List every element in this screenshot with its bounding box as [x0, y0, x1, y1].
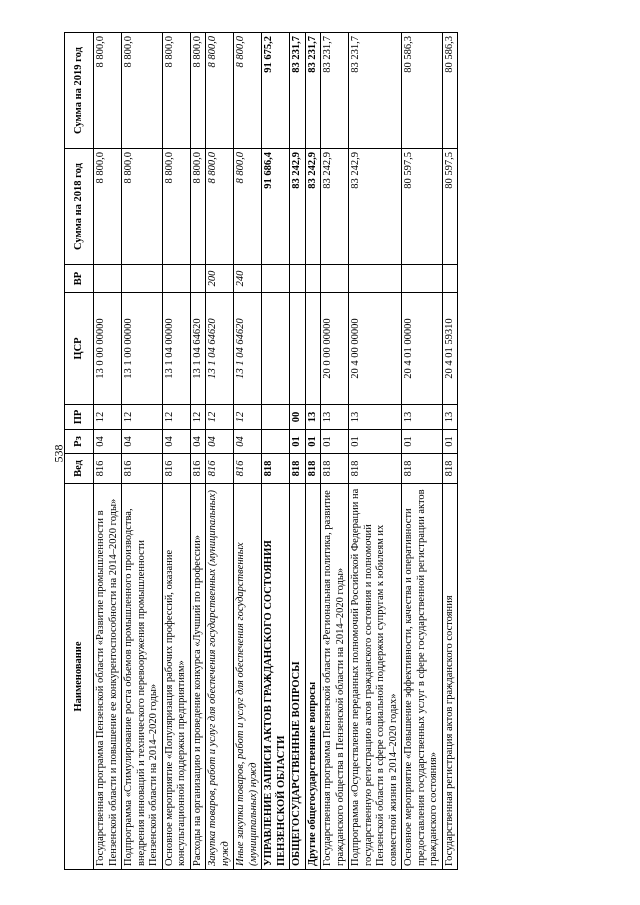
table-cell: 01	[349, 430, 402, 454]
table-cell: 01	[442, 430, 458, 454]
table-cell: Основное мероприятие «Повышение эффективности, качества и оперативности предоставления государственных услуг в сфере государственной регистрации актов гражданского состояния»	[402, 484, 443, 870]
table-cell: 13 0 00 00000	[94, 293, 122, 405]
table-cell: 240	[234, 265, 262, 293]
table-cell	[305, 265, 321, 293]
table-cell: 13	[442, 405, 458, 430]
table-cell: 12	[190, 405, 206, 430]
table-cell: 01	[321, 430, 349, 454]
table-cell: 8 800,0	[122, 149, 163, 265]
table-cell: 80 586,3	[402, 33, 443, 149]
table-cell	[190, 265, 206, 293]
table-cell: 13	[402, 405, 443, 430]
table-cell: 12	[122, 405, 163, 430]
table-row	[442, 33, 458, 870]
table-cell: 01	[402, 430, 443, 454]
table-cell: 83 242,9	[290, 149, 306, 265]
table-cell: 20 4 01 59310	[442, 293, 458, 405]
table-row	[122, 33, 163, 870]
table-cell: Расходы на организацию и проведение конкурса «Лучший по профессии»	[190, 484, 206, 870]
table-cell: 816	[162, 454, 190, 484]
table-row	[162, 33, 190, 870]
table-row	[321, 33, 349, 870]
table-cell: 83 242,9	[321, 149, 349, 265]
page-number: 538	[51, 444, 66, 463]
table-cell: ОБЩЕГОСУДАРСТВЕННЫЕ ВОПРОСЫ	[290, 484, 306, 870]
table-cell	[442, 265, 458, 293]
table-cell: 8 800,0	[190, 33, 206, 149]
column-header: Наименование	[65, 484, 94, 870]
table-cell	[162, 265, 190, 293]
table-cell: 13 1 04 64620	[234, 293, 262, 405]
table-cell: Другие общегосударственные вопросы	[305, 484, 321, 870]
table-cell	[349, 265, 402, 293]
table-row	[290, 33, 306, 870]
table-cell: 80 586,3	[442, 33, 458, 149]
table-cell: 83 231,7	[349, 33, 402, 149]
table-row	[234, 33, 262, 870]
table-cell: 816	[94, 454, 122, 484]
table-cell: 83 231,7	[290, 33, 306, 149]
table-cell: 83 231,7	[305, 33, 321, 149]
table-cell: 13 1 04 00000	[162, 293, 190, 405]
table-cell: Государственная программа Пензенской области «Региональная политика, развитие гражданского общества в Пензенской области на 2014–2020 годы»	[321, 484, 349, 870]
rotated-page	[64, 33, 552, 870]
table-cell: 04	[206, 430, 234, 454]
table-cell: 20 4 01 00000	[402, 293, 443, 405]
table-header-row	[65, 33, 94, 870]
table-cell	[262, 405, 290, 430]
table-cell: 83 242,9	[305, 149, 321, 265]
table-cell: 12	[94, 405, 122, 430]
table-cell: 13	[305, 405, 321, 430]
table-cell: 8 800,0	[234, 33, 262, 149]
table-cell	[122, 265, 163, 293]
table-cell: 8 800,0	[190, 149, 206, 265]
table-cell: 818	[349, 454, 402, 484]
column-header: Сумма на 2019 год	[65, 33, 94, 149]
table-cell: 04	[162, 430, 190, 454]
table-cell: 8 800,0	[162, 149, 190, 265]
table-cell: Закупка товаров, работ и услуг для обеспечения государственных (муниципальных) нужд	[206, 484, 234, 870]
table-cell: 13 1 04 64620	[206, 293, 234, 405]
table-cell	[402, 265, 443, 293]
table-cell	[262, 293, 290, 405]
table-cell: 80 597,5	[402, 149, 443, 265]
column-header: Сумма на 2018 год	[65, 149, 94, 265]
table-cell: 8 800,0	[206, 33, 234, 149]
table-cell: 12	[206, 405, 234, 430]
column-header: ПР	[65, 405, 94, 430]
table-cell: 8 800,0	[206, 149, 234, 265]
table-row	[305, 33, 321, 870]
table-row	[206, 33, 234, 870]
table-cell: 04	[94, 430, 122, 454]
column-header: ЦСР	[65, 293, 94, 405]
table-cell: УПРАВЛЕНИЕ ЗАПИСИ АКТОВ ГРАЖДАНСКОГО СОСТОЯНИЯ ПЕНЗЕНСКОЙ ОБЛАСТИ	[262, 484, 290, 870]
table-cell: 00	[290, 405, 306, 430]
table-cell: 818	[321, 454, 349, 484]
table-cell: 13 1 04 64620	[190, 293, 206, 405]
table-cell: 8 800,0	[122, 33, 163, 149]
table-cell: 816	[190, 454, 206, 484]
column-header: Вед	[65, 454, 94, 484]
table-cell: 8 800,0	[234, 149, 262, 265]
table-cell	[305, 293, 321, 405]
table-cell: 91 686,4	[262, 149, 290, 265]
table-cell: 20 0 00 00000	[321, 293, 349, 405]
table-cell	[94, 265, 122, 293]
table-cell: 20 4 00 00000	[349, 293, 402, 405]
table-cell: 200	[206, 265, 234, 293]
column-header: Рз	[65, 430, 94, 454]
table-cell	[290, 293, 306, 405]
column-header: ВР	[65, 265, 94, 293]
table-cell: 818	[290, 454, 306, 484]
table-cell: 816	[122, 454, 163, 484]
table-cell: Подпрограмма «Стимулирование роста объемов промышленного производства, внедрения инноваций и технического перевооружения промышленности Пензенской области на 2014–2020 годы»	[122, 484, 163, 870]
table-cell: 91 675,2	[262, 33, 290, 149]
table-row	[402, 33, 443, 870]
table-cell: 01	[305, 430, 321, 454]
table-cell: 04	[122, 430, 163, 454]
table-cell: 8 800,0	[94, 149, 122, 265]
table-cell: 13	[349, 405, 402, 430]
table-cell: 04	[234, 430, 262, 454]
table-cell: 12	[234, 405, 262, 430]
table-cell: 818	[262, 454, 290, 484]
table-cell: Государственная регистрация актов гражданского состояния	[442, 484, 458, 870]
table-cell: 13	[321, 405, 349, 430]
table-cell: 80 597,5	[442, 149, 458, 265]
budget-table	[64, 32, 458, 870]
table-cell: 83 231,7	[321, 33, 349, 149]
table-cell: 83 242,9	[349, 149, 402, 265]
table-cell: 818	[305, 454, 321, 484]
table-cell: Подпрограмма «Осуществление переданных полномочий Российской Федерации на государственную регистрацию актов гражданского состояния и полномочий Пензенской области в сфере социальной поддержки супругам к юбилеям их совместной жизни в 2014–2020 годах»	[349, 484, 402, 870]
table-cell: 8 800,0	[94, 33, 122, 149]
table-cell: 01	[290, 430, 306, 454]
table-row	[190, 33, 206, 870]
table-cell	[290, 265, 306, 293]
table-cell: Иные закупки товаров, работ и услуг для обеспечения государственных (муниципальных) нужд	[234, 484, 262, 870]
table-cell: 818	[442, 454, 458, 484]
table-cell	[321, 265, 349, 293]
table-cell: Основное мероприятие «Популяризация рабочих профессий, оказание консультационной поддержки предприятиям»	[162, 484, 190, 870]
table-cell: 818	[402, 454, 443, 484]
table-cell	[262, 265, 290, 293]
table-cell: 13 1 00 00000	[122, 293, 163, 405]
table-cell: 04	[190, 430, 206, 454]
table-cell: Государственная программа Пензенской области «Развитие промышленности в Пензенской области и повышение ее конкурентоспособности на 2014–2020 годы»	[94, 484, 122, 870]
table-row	[349, 33, 402, 870]
table-body	[94, 33, 458, 870]
table-cell	[262, 430, 290, 454]
table-cell: 816	[234, 454, 262, 484]
table-row	[94, 33, 122, 870]
table-cell: 816	[206, 454, 234, 484]
table-cell: 8 800,0	[162, 33, 190, 149]
table-cell: 12	[162, 405, 190, 430]
table-row	[262, 33, 290, 870]
